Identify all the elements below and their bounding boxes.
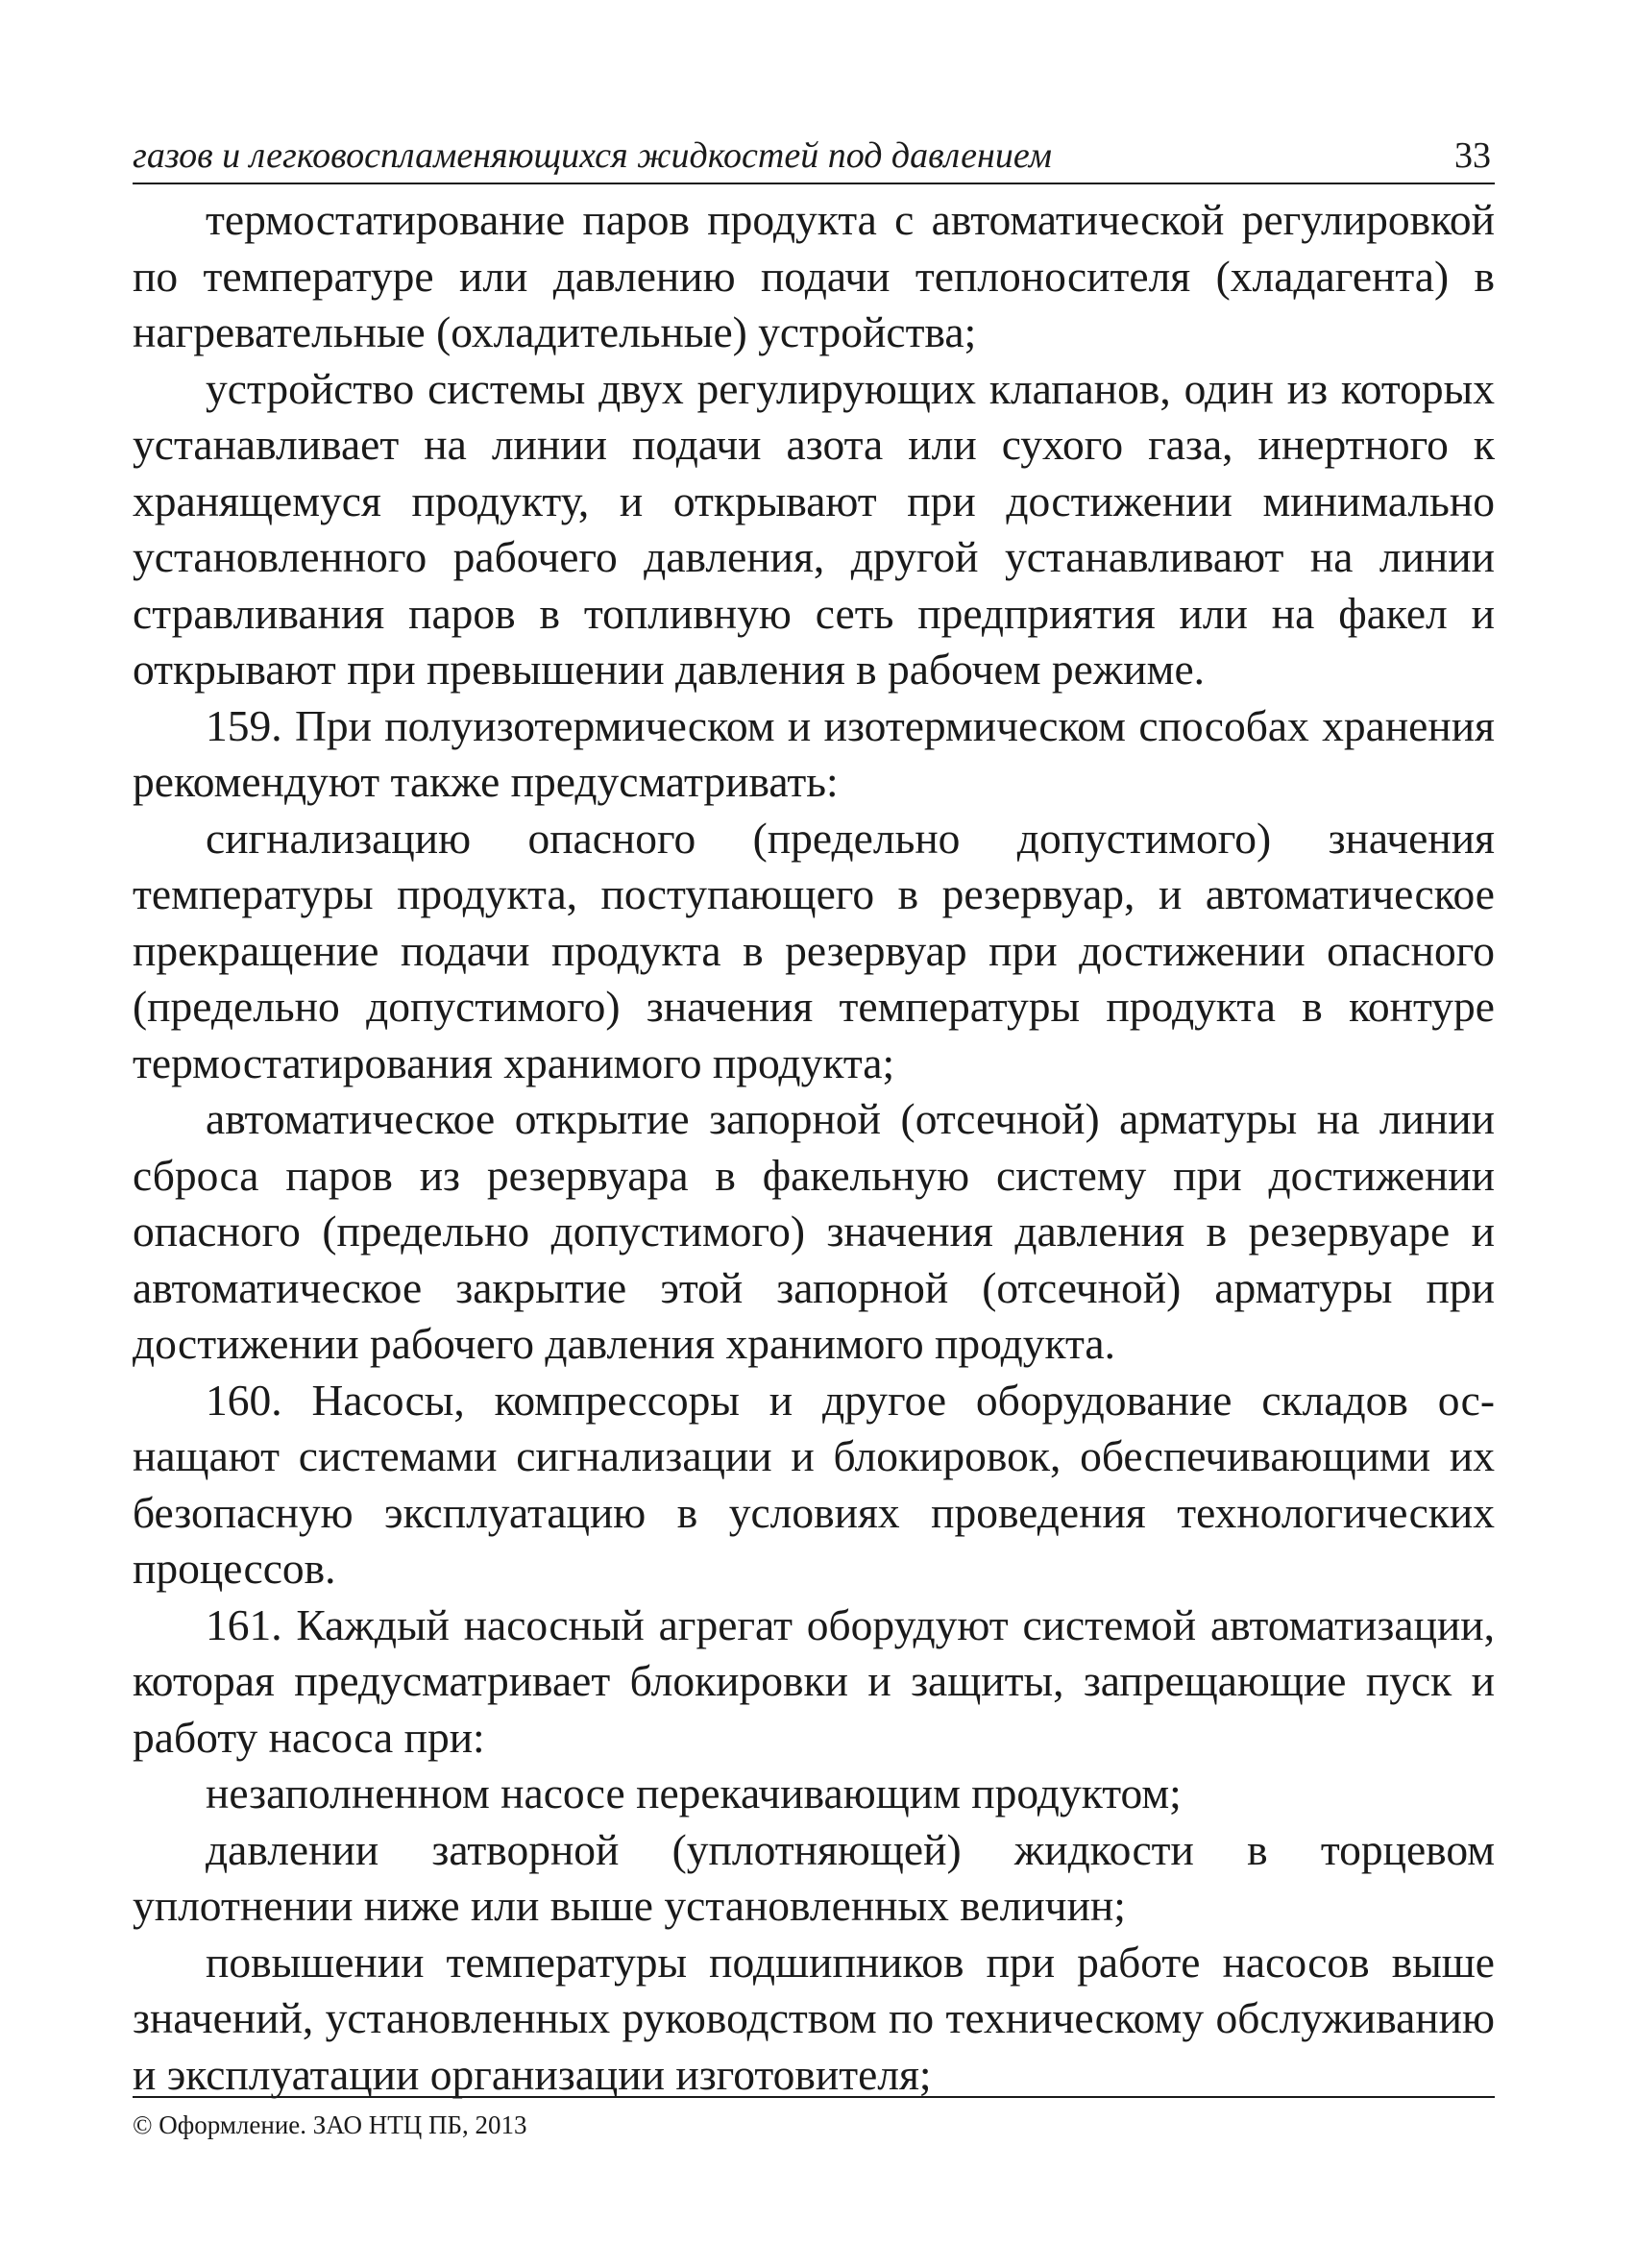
running-title: газов и легковоспламеняющихся жидкостей под давлением	[133, 135, 1053, 176]
paragraph: устройство системы двух регулирующих клапанов, один из которых устанавливает на линии подачи азота или сухого газа, инертного к хранящемуся продукту, и открывают при достижении минимально установленного рабочего давления, другой устанавливают на линии стравливания паров в топливную сеть предприятия или на факел и открывают при превышении давления в рабочем режиме.	[133, 363, 1495, 694]
body-text	[133, 192, 1495, 2103]
copyright-notice: © Оформление. ЗАО НТЦ ПБ, 2013	[133, 2110, 527, 2139]
paragraph: 161. Каждый насосный агрегат оборудуют системой автоматизации, которая предусматривает блокировки и защиты, запрещающие пуск и работу насоса при:	[133, 1599, 1495, 1762]
paragraph: 160. Насосы, компрессоры и другое оборудование складов оснащают системами сигнализации и блокировок, обеспечивающими их безопасную эксплуатацию в условиях проведения технологических процессов.	[133, 1375, 1495, 1593]
paragraph: термостатирование паров продукта с автоматической регулировкой по температуре или давлению подачи теплоносителя (хладагента) в нагревательные (охладительные) устройства;	[133, 195, 1495, 356]
paragraph: сигнализацию опасного (предельно допустимого) значения температуры продукта, поступающего в резервуар, и автоматическое прекращение подачи продукта в резервуар при достижении опасного (предельно допустимого) значения температуры продукта в контуре термостатирования хранимого продукта;	[133, 813, 1495, 1087]
paragraph: давлении затворной (уплотняющей) жидкости в торцевом уплотнении ниже или выше установленных величин;	[133, 1824, 1495, 1930]
paragraph: 159. При полуизотермическом и изотермическом способах хранения рекомендуют также предусматривать:	[133, 700, 1495, 806]
document-page	[133, 134, 1495, 2103]
paragraph: незаполненном насосе перекачивающим продуктом;	[206, 1768, 1182, 1817]
paragraph: повышении температуры подшипников при работе насосов выше значений, установленных руководством по техническому обслуживанию и эксплуатации организации изготовителя;	[133, 1937, 1495, 2099]
page-footer	[133, 2096, 1495, 2140]
running-header	[133, 134, 1495, 184]
paragraph: автоматическое открытие запорной (отсечной) арматуры на линии сброса паров из резервуара в факельную систему при достижении опасного (предельно допустимого) значения давления в резервуаре и автоматическое закрытие этой запорной (отсечной) арматуры при достижении рабочего давления хранимого продукта.	[133, 1094, 1495, 1368]
page-number: 33	[1454, 135, 1491, 176]
